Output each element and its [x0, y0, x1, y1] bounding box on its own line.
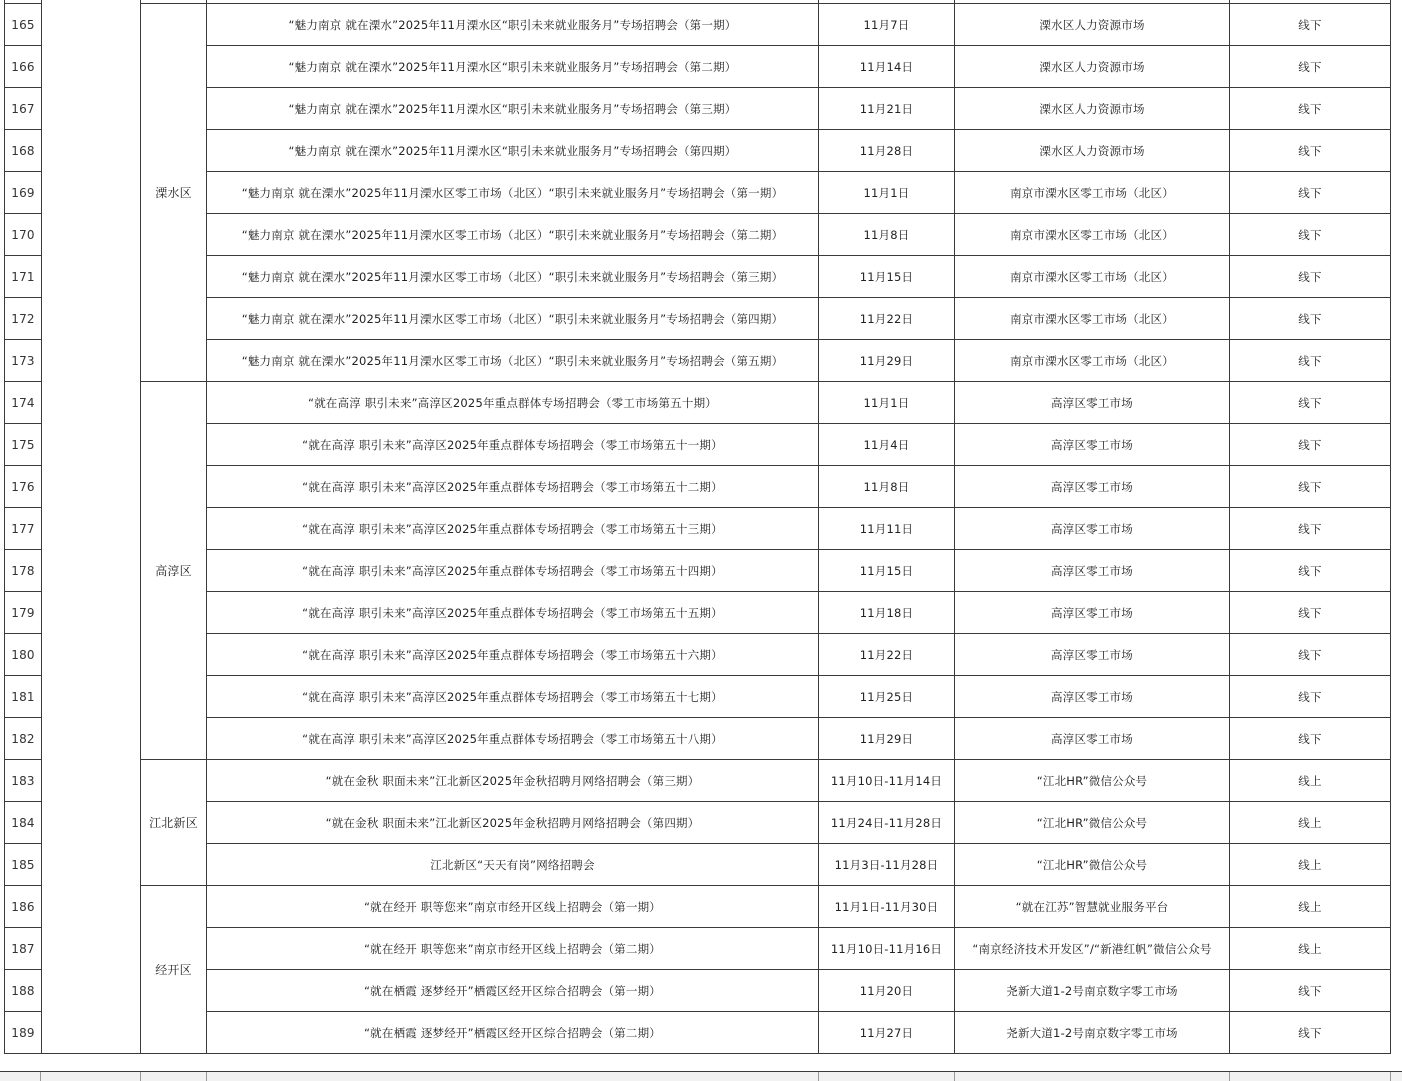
row-number-cell: 174: [5, 382, 42, 424]
table-row: [5, 424, 1391, 466]
row-number-cell: 177: [5, 508, 42, 550]
date-cell: 11月10日-11月16日: [819, 928, 955, 970]
date-cell: 11月25日: [819, 676, 955, 718]
mode-cell: 线下: [1230, 4, 1391, 46]
district-cell: 溧水区: [141, 4, 207, 382]
venue-cell: 高淳区零工市场: [955, 466, 1230, 508]
row-number-cell: 167: [5, 88, 42, 130]
mode-cell: 线下: [1230, 46, 1391, 88]
mode-cell: 线上: [1230, 844, 1391, 886]
mode-cell: 线下: [1230, 214, 1391, 256]
venue-cell: “就在江苏”智慧就业服务平台: [955, 886, 1230, 928]
date-cell: 11月14日: [819, 46, 955, 88]
row-number-cell: 188: [5, 970, 42, 1012]
mode-cell: 线下: [1230, 172, 1391, 214]
venue-cell: 高淳区零工市场: [955, 718, 1230, 760]
venue-cell: 高淳区零工市场: [955, 592, 1230, 634]
table-row: [5, 928, 1391, 970]
row-number-cell: 169: [5, 172, 42, 214]
row-number-cell: 176: [5, 466, 42, 508]
table-row: [5, 592, 1391, 634]
venue-cell: 溧水区人力资源市场: [955, 88, 1230, 130]
mode-cell: 线下: [1230, 340, 1391, 382]
table-row: [5, 172, 1391, 214]
mode-cell: 线下: [1230, 298, 1391, 340]
table-row: [5, 508, 1391, 550]
venue-cell: 南京市溧水区零工市场（北区）: [955, 298, 1230, 340]
row-number-cell: 189: [5, 1012, 42, 1054]
event-title-cell: “就在高淳 职引未来”高淳区2025年重点群体专场招聘会（零工市场第五十三期）: [207, 508, 819, 550]
table-row: [5, 718, 1391, 760]
row-number-cell: 180: [5, 634, 42, 676]
mode-cell: 线下: [1230, 970, 1391, 1012]
mode-cell: 线下: [1230, 466, 1391, 508]
row-number-cell: 178: [5, 550, 42, 592]
table-row: [5, 4, 1391, 46]
date-cell: 11月29日: [819, 718, 955, 760]
event-title-cell: “魅力南京 就在溧水”2025年11月溧水区“职引未来就业服务月”专场招聘会（第三期）: [207, 88, 819, 130]
event-title-cell: “就在经开 职等您来”南京市经开区线上招聘会（第一期）: [207, 886, 819, 928]
table-row: [5, 214, 1391, 256]
event-title-cell: “就在高淳 职引未来”高淳区2025年重点群体专场招聘会（零工市场第五十期）: [207, 382, 819, 424]
mode-cell: 线下: [1230, 1012, 1391, 1054]
row-number-cell: 175: [5, 424, 42, 466]
date-cell: 11月29日: [819, 340, 955, 382]
date-cell: 11月10日-11月14日: [819, 760, 955, 802]
row-number-cell: 179: [5, 592, 42, 634]
table-row: [5, 802, 1391, 844]
event-title-cell: “魅力南京 就在溧水”2025年11月溧水区“职引未来就业服务月”专场招聘会（第一期）: [207, 4, 819, 46]
venue-cell: 南京市溧水区零工市场（北区）: [955, 340, 1230, 382]
district-cell: 经开区: [141, 886, 207, 1054]
table-row: [5, 970, 1391, 1012]
table-row: [5, 130, 1391, 172]
table-row: [5, 88, 1391, 130]
mode-cell: 线下: [1230, 130, 1391, 172]
venue-cell: 尧新大道1-2号南京数字零工市场: [955, 970, 1230, 1012]
row-number-cell: 187: [5, 928, 42, 970]
date-cell: 11月21日: [819, 88, 955, 130]
venue-cell: 高淳区零工市场: [955, 424, 1230, 466]
mode-cell: 线下: [1230, 88, 1391, 130]
row-number-cell: 171: [5, 256, 42, 298]
table-row: [5, 256, 1391, 298]
venue-cell: “江北HR”微信公众号: [955, 760, 1230, 802]
venue-cell: 南京市溧水区零工市场（北区）: [955, 172, 1230, 214]
table-row: [5, 634, 1391, 676]
event-title-cell: “就在经开 职等您来”南京市经开区线上招聘会（第二期）: [207, 928, 819, 970]
mode-cell: 线上: [1230, 802, 1391, 844]
venue-cell: 溧水区人力资源市场: [955, 4, 1230, 46]
event-title-cell: “就在高淳 职引未来”高淳区2025年重点群体专场招聘会（零工市场第五十一期）: [207, 424, 819, 466]
row-number-cell: 166: [5, 46, 42, 88]
mode-cell: 线下: [1230, 592, 1391, 634]
event-table-body: [5, 0, 1391, 1054]
mode-cell: 线下: [1230, 634, 1391, 676]
date-cell: 11月4日: [819, 424, 955, 466]
date-cell: 11月11日: [819, 508, 955, 550]
row-number-cell: 172: [5, 298, 42, 340]
date-cell: 11月1日-11月30日: [819, 886, 955, 928]
date-cell: 11月18日: [819, 592, 955, 634]
venue-cell: 南京市溧水区零工市场（北区）: [955, 214, 1230, 256]
table-row: [5, 760, 1391, 802]
mode-cell: 线下: [1230, 424, 1391, 466]
event-title-cell: “就在金秋 职面未来”江北新区2025年金秋招聘月网络招聘会（第四期）: [207, 802, 819, 844]
date-cell: 11月8日: [819, 214, 955, 256]
date-cell: 11月28日: [819, 130, 955, 172]
date-cell: 11月27日: [819, 1012, 955, 1054]
table-row: [5, 298, 1391, 340]
district-cell: 江北新区: [141, 760, 207, 886]
venue-cell: 溧水区人力资源市场: [955, 130, 1230, 172]
event-title-cell: “就在高淳 职引未来”高淳区2025年重点群体专场招聘会（零工市场第五十四期）: [207, 550, 819, 592]
event-title-cell: “魅力南京 就在溧水”2025年11月溧水区“职引未来就业服务月”专场招聘会（第四期）: [207, 130, 819, 172]
date-cell: 11月1日: [819, 382, 955, 424]
venue-cell: 高淳区零工市场: [955, 508, 1230, 550]
event-title-cell: “就在栖霞 逐梦经开”栖霞区经开区综合招聘会（第一期）: [207, 970, 819, 1012]
event-title-cell: “就在高淳 职引未来”高淳区2025年重点群体专场招聘会（零工市场第五十七期）: [207, 676, 819, 718]
row-number-cell: 181: [5, 676, 42, 718]
row-number-cell: 182: [5, 718, 42, 760]
table-row: [5, 886, 1391, 928]
event-title-cell: “就在金秋 职面未来”江北新区2025年金秋招聘月网络招聘会（第三期）: [207, 760, 819, 802]
event-title-cell: “魅力南京 就在溧水”2025年11月溧水区零工市场（北区）“职引未来就业服务月”专场招聘会（第三期）: [207, 256, 819, 298]
table-row: [5, 46, 1391, 88]
date-cell: 11月8日: [819, 466, 955, 508]
event-title-cell: “就在高淳 职引未来”高淳区2025年重点群体专场招聘会（零工市场第五十八期）: [207, 718, 819, 760]
event-title-cell: “魅力南京 就在溧水”2025年11月溧水区零工市场（北区）“职引未来就业服务月”专场招聘会（第一期）: [207, 172, 819, 214]
mode-cell: 线下: [1230, 508, 1391, 550]
mode-cell: 线下: [1230, 676, 1391, 718]
date-cell: 11月22日: [819, 298, 955, 340]
event-title-cell: “就在高淳 职引未来”高淳区2025年重点群体专场招聘会（零工市场第五十六期）: [207, 634, 819, 676]
event-title-cell: “魅力南京 就在溧水”2025年11月溧水区零工市场（北区）“职引未来就业服务月”专场招聘会（第五期）: [207, 340, 819, 382]
date-cell: 11月15日: [819, 256, 955, 298]
venue-cell: 尧新大道1-2号南京数字零工市场: [955, 1012, 1230, 1054]
mode-cell: 线上: [1230, 928, 1391, 970]
category-column-cell: [42, 0, 141, 1054]
table-row: [5, 844, 1391, 886]
event-title-cell: “就在高淳 职引未来”高淳区2025年重点群体专场招聘会（零工市场第五十五期）: [207, 592, 819, 634]
date-cell: 11月3日-11月28日: [819, 844, 955, 886]
mode-cell: 线下: [1230, 382, 1391, 424]
date-cell: 11月15日: [819, 550, 955, 592]
event-title-cell: 江北新区“天天有岗”网络招聘会: [207, 844, 819, 886]
event-table: [4, 0, 1391, 1054]
date-cell: 11月1日: [819, 172, 955, 214]
venue-cell: 溧水区人力资源市场: [955, 46, 1230, 88]
venue-cell: 高淳区零工市场: [955, 550, 1230, 592]
date-cell: 11月22日: [819, 634, 955, 676]
row-number-cell: 185: [5, 844, 42, 886]
venue-cell: 高淳区零工市场: [955, 676, 1230, 718]
table-row: [5, 676, 1391, 718]
venue-cell: 南京市溧水区零工市场（北区）: [955, 256, 1230, 298]
table-row: [5, 1012, 1391, 1054]
event-title-cell: “魅力南京 就在溧水”2025年11月溧水区零工市场（北区）“职引未来就业服务月”专场招聘会（第二期）: [207, 214, 819, 256]
row-number-cell: 186: [5, 886, 42, 928]
table-row: [5, 550, 1391, 592]
mode-cell: 线下: [1230, 718, 1391, 760]
table-row: [5, 340, 1391, 382]
date-cell: 11月7日: [819, 4, 955, 46]
district-cell: 高淳区: [141, 382, 207, 760]
mode-cell: 线上: [1230, 760, 1391, 802]
table-row: [5, 382, 1391, 424]
venue-cell: 高淳区零工市场: [955, 634, 1230, 676]
date-cell: 11月20日: [819, 970, 955, 1012]
venue-cell: “江北HR”微信公众号: [955, 844, 1230, 886]
row-number-cell: 168: [5, 130, 42, 172]
mode-cell: 线上: [1230, 886, 1391, 928]
venue-cell: 高淳区零工市场: [955, 382, 1230, 424]
table-row: [5, 466, 1391, 508]
event-title-cell: “就在高淳 职引未来”高淳区2025年重点群体专场招聘会（零工市场第五十二期）: [207, 466, 819, 508]
row-number-cell: 165: [5, 4, 42, 46]
mode-cell: 线下: [1230, 550, 1391, 592]
mode-cell: 线下: [1230, 256, 1391, 298]
row-number-cell: 170: [5, 214, 42, 256]
event-title-cell: “魅力南京 就在溧水”2025年11月溧水区“职引未来就业服务月”专场招聘会（第二期）: [207, 46, 819, 88]
row-number-cell: 184: [5, 802, 42, 844]
venue-cell: “南京经济技术开发区”/“新港红帆”微信公众号: [955, 928, 1230, 970]
event-title-cell: “魅力南京 就在溧水”2025年11月溧水区零工市场（北区）“职引未来就业服务月”专场招聘会（第四期）: [207, 298, 819, 340]
event-title-cell: “就在栖霞 逐梦经开”栖霞区经开区综合招聘会（第二期）: [207, 1012, 819, 1054]
date-cell: 11月24日-11月28日: [819, 802, 955, 844]
row-number-cell: 183: [5, 760, 42, 802]
row-number-cell: 173: [5, 340, 42, 382]
venue-cell: “江北HR”微信公众号: [955, 802, 1230, 844]
